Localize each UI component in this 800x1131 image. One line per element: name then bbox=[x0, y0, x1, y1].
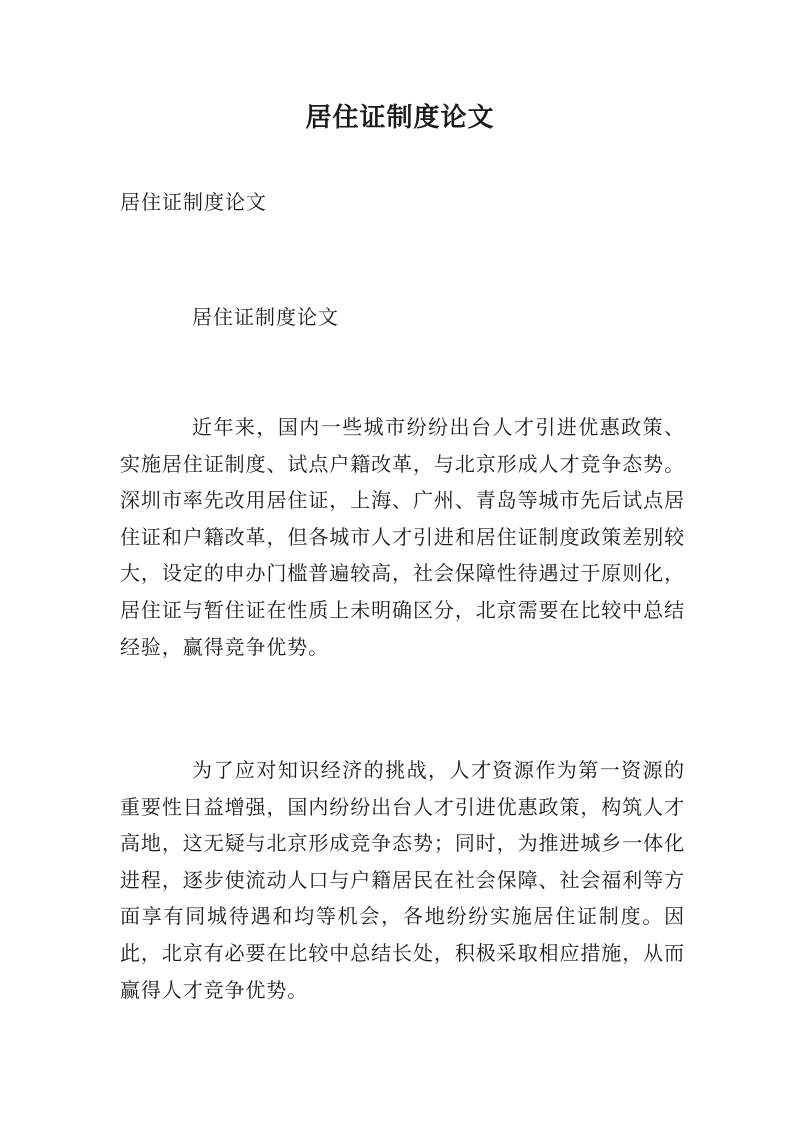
body-paragraph-1: 近年来，国内一些城市纷纷出台人才引进优惠政策、实施居住证制度、试点户籍改革，与北京形成人才竞争态势。深圳市率先改用居住证，上海、广州、青岛等城市先后试点居住证和户籍改革，但各城市人才引进和居住证制度政策差别较大，设定的申办门槛普遍较高，社会保障性待遇过于原则化，居住证与暂住证在性质上未明确区分，北京需要在比较中总结经验，赢得竞争优势。 bbox=[120, 415, 685, 659]
body-paragraph-2: 为了应对知识经济的挑战，人才资源作为第一资源的重要性日益增强，国内纷纷出台人才引进优惠政策，构筑人才高地，这无疑与北京形成竞争态势；同时，为推进城乡一体化进程，逐步使流动人口与户籍居民在社会保障、社会福利等方面享有同城待遇和均等机会，各地纷纷实施居住证制度。因此，北京有必要在比较中总结长处，积极采取相应措施，从而赢得人才竞争优势。 bbox=[120, 758, 685, 1002]
document-subtitle: 居住证制度论文 bbox=[120, 190, 267, 214]
document-subtitle-indented: 居住证制度论文 bbox=[192, 305, 339, 329]
document-title: 居住证制度论文 bbox=[305, 103, 495, 133]
